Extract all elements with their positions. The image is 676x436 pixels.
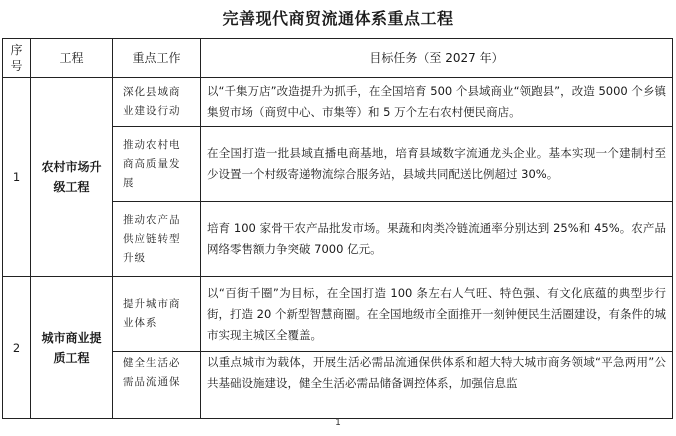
row-number: 1 — [3, 78, 31, 277]
goal-cell: 培育 100 家骨干农产品批发市场。果蔬和肉类冷链流通率分别达到 25%和 45%。农产品网络零售额力争突破 7000 亿元。 — [201, 202, 673, 277]
goal-cell: 以重点城市为载体，开展生活必需品流通保供体系和超大特大城市商务领域“平急两用”公共基础设施建设，健全生活必需品储备调控体系，加强信息监 — [201, 352, 673, 419]
table-row — [3, 277, 673, 352]
row-number: 2 — [3, 277, 31, 419]
project-name: 农村市场升级工程 — [31, 78, 113, 277]
page-number: 1 — [335, 418, 341, 428]
task-cell: 推动农村电商高质量发展 — [113, 127, 201, 202]
key-projects-table — [2, 38, 673, 419]
table-row — [3, 78, 673, 127]
header-goal: 目标任务（至 2027 年） — [201, 39, 673, 78]
task-cell: 推动农产品供应链转型升级 — [113, 202, 201, 277]
goal-cell: 以“百街千圈”为目标，在全国打造 100 条左右人气旺、特色强、有文化底蕴的典型步行街，打造 20 个新型智慧商圈。在全国地级市全面推开一刻钟便民生活圈建设，有条件的城市实现主城区全覆盖。 — [201, 277, 673, 352]
goal-cell: 以“千集万店”改造提升为抓手，在全国培育 500 个县域商业“领跑县”，改造 5000 个乡镇集贸市场（商贸中心、市集等）和 5 万个左右农村便民商店。 — [201, 78, 673, 127]
page-title: 完善现代商贸流通体系重点工程 — [222, 9, 454, 28]
task-cell: 健全生活必需品流通保 — [113, 352, 201, 419]
task-cell: 提升城市商业体系 — [113, 277, 201, 352]
project-name: 城市商业提质工程 — [31, 277, 113, 419]
task-cell: 深化县域商业建设行动 — [113, 78, 201, 127]
header-project: 工程 — [31, 39, 113, 78]
goal-cell: 在全国打造一批县域直播电商基地，培育县域数字流通龙头企业。基本实现一个建制村至少设置一个村级寄递物流综合服务站，县域共同配送比例超过 30%。 — [201, 127, 673, 202]
header-num: 序号 — [3, 39, 31, 78]
header-task: 重点工作 — [113, 39, 201, 78]
table-header-row — [3, 39, 673, 78]
